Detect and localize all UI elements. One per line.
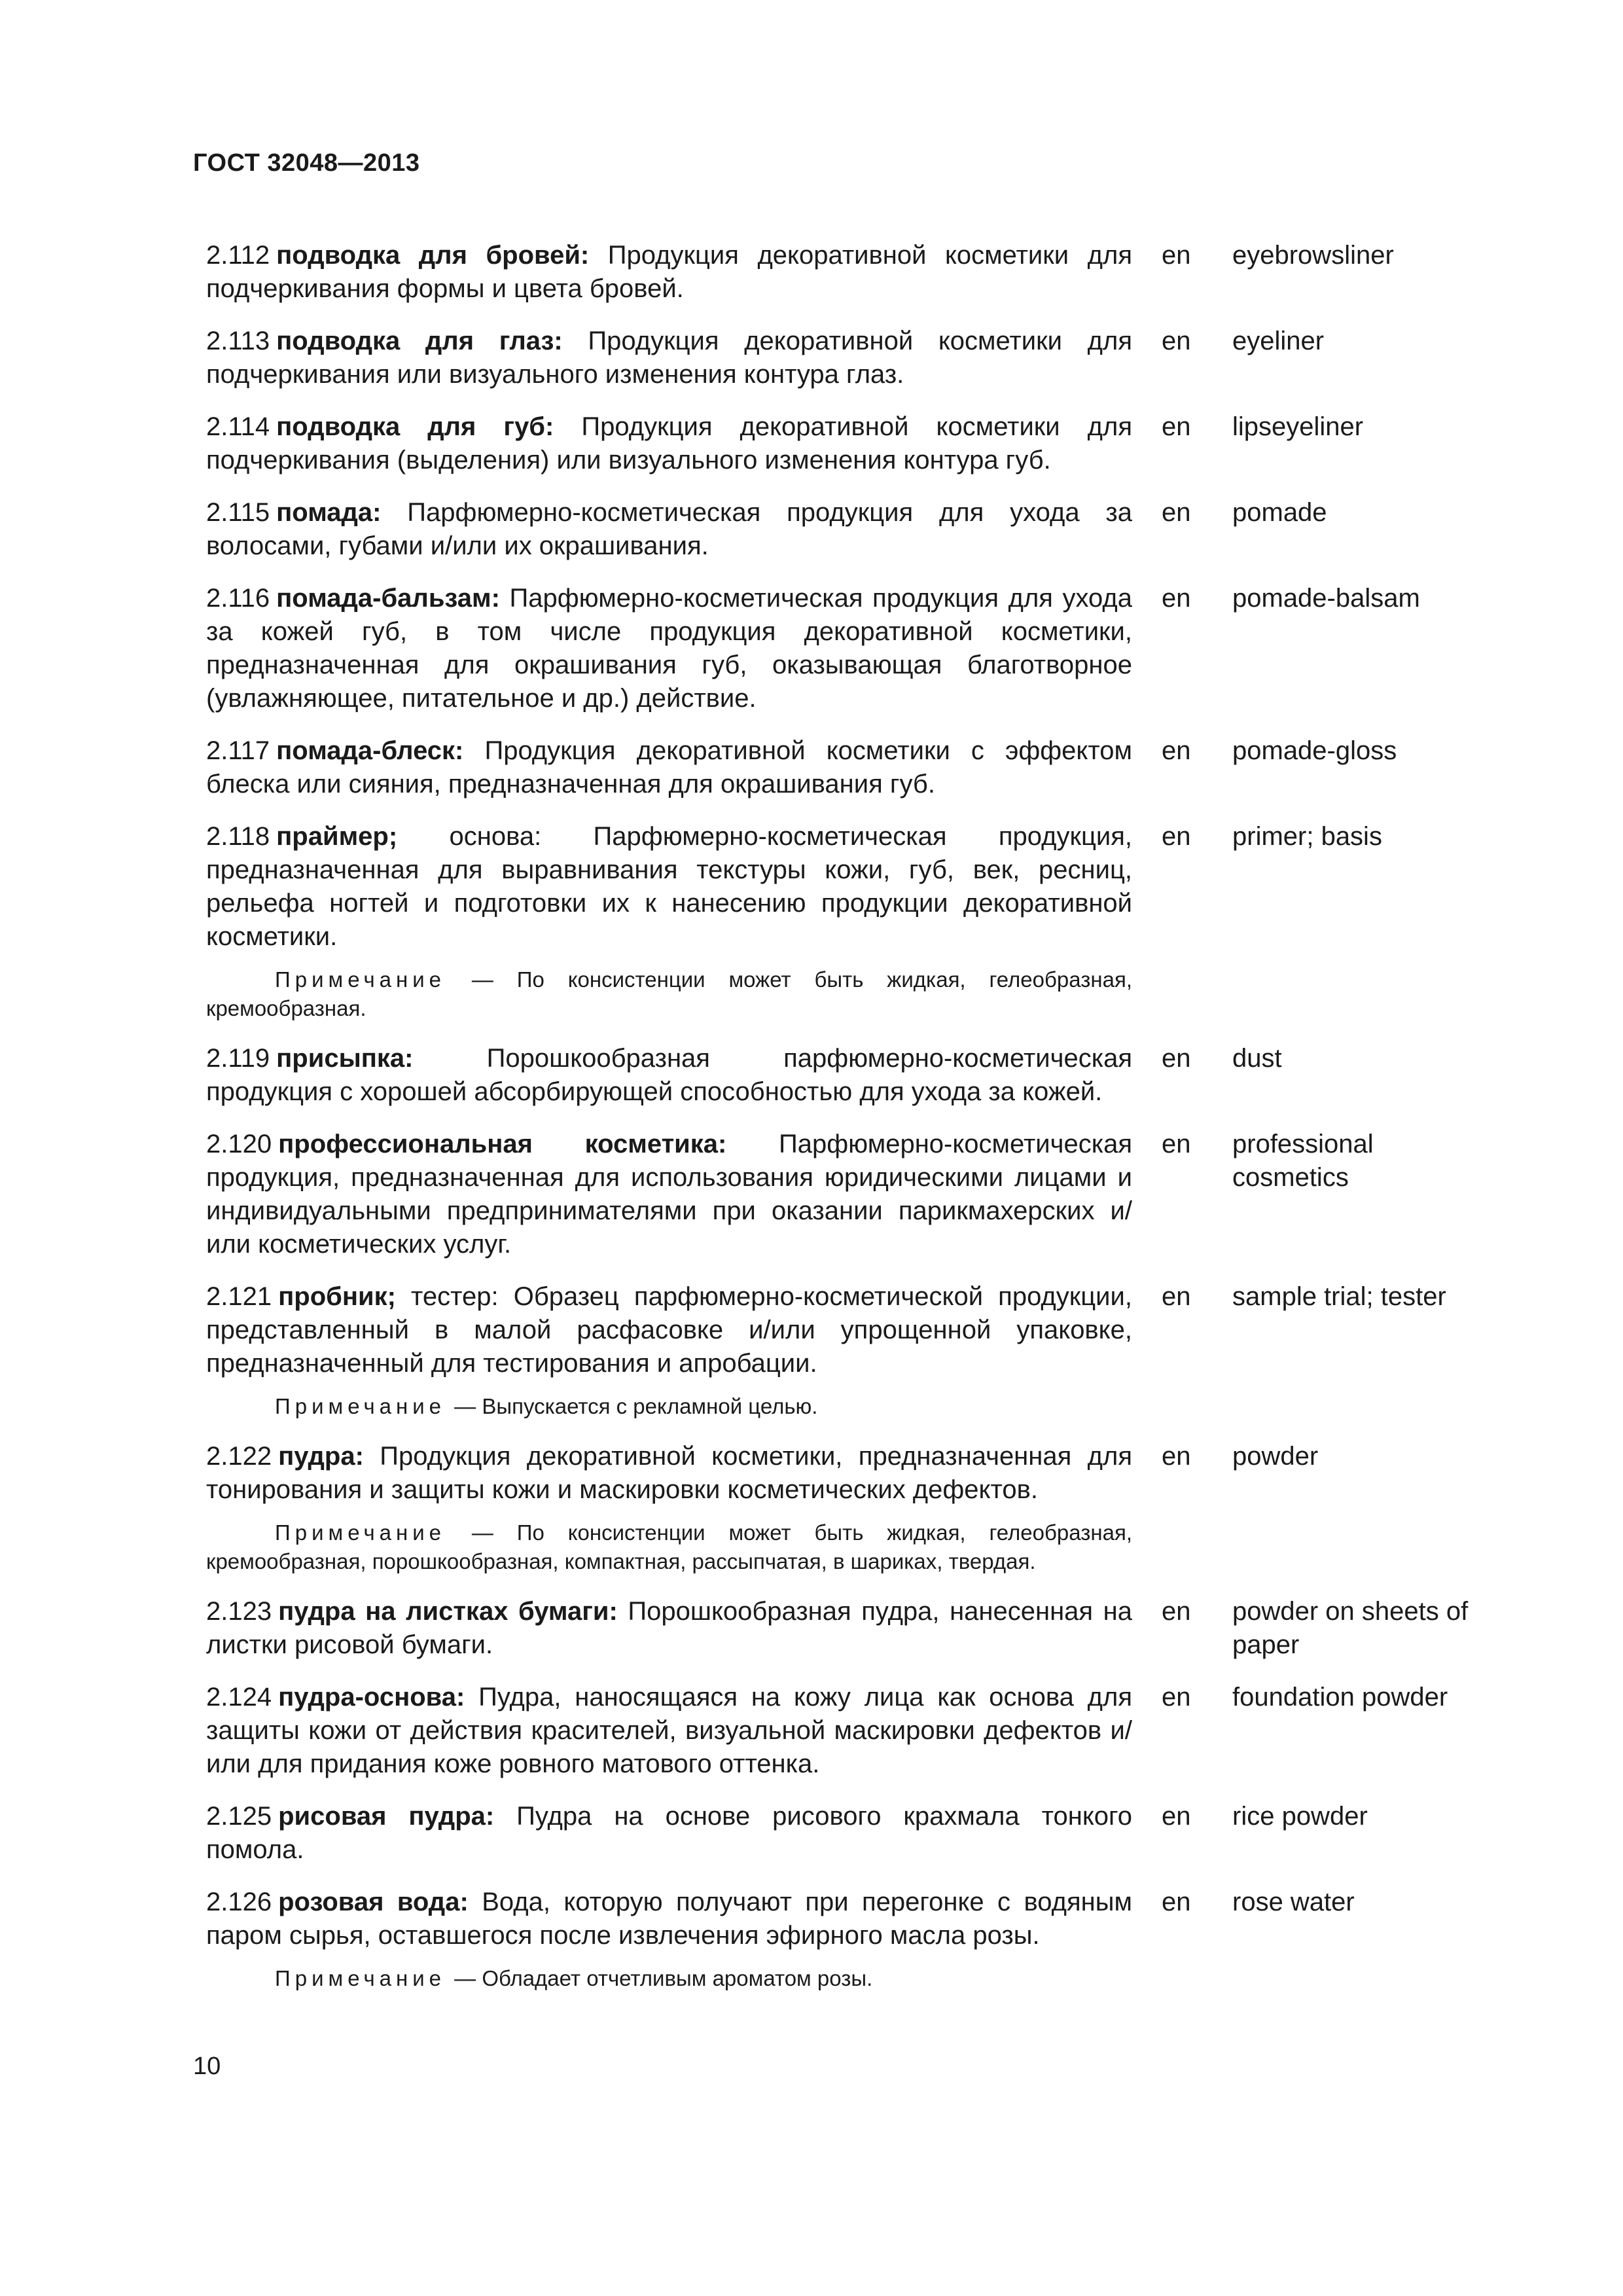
term-name: пудра на листках бумаги: [278, 1597, 618, 1626]
language-code: en [1162, 1597, 1191, 1626]
term-entry [206, 1800, 1482, 1867]
term-name: помада-бальзам: [276, 584, 500, 613]
note-dash: — [448, 1520, 517, 1545]
note-label: Примечание [275, 1394, 446, 1418]
term-name: подводка для губ: [276, 412, 554, 441]
term-entry [206, 410, 1482, 477]
term-entry [206, 325, 1482, 391]
term-definition: Парфюмерно-косметическая продукция для ухода за кожей губ, в том числе продукция декоративной косметики, предназначенная для окрашивания губ, оказывающая благотворное (увлажняющее, питательное и др.) действие. [206, 584, 1132, 713]
term-name: помада-блеск: [276, 736, 464, 765]
term-definition: Парфюмерно-косметическая продукция, предназначенная для использования юридическими лицами и индивидуальными предпринимателями при оказании парикмахерских и/или косметических услуг. [206, 1130, 1132, 1259]
term-entry-body [206, 1128, 1132, 1261]
term-name: присыпка: [276, 1044, 414, 1073]
term-entry [206, 1128, 1482, 1261]
term-name: подводка для бровей: [276, 241, 590, 270]
term-synonym: основа: [397, 822, 542, 851]
term-number: 2.112 [206, 241, 270, 270]
term-definition-paragraph [206, 239, 1132, 306]
language-code: en [1162, 1044, 1191, 1073]
term-entry [206, 1886, 1482, 1993]
english-equivalent: dust [1232, 1044, 1282, 1073]
term-number: 2.113 [206, 327, 270, 355]
language-code: en [1162, 241, 1191, 270]
term-number: 2.120 [206, 1130, 272, 1158]
english-equivalent: pomade [1232, 498, 1327, 527]
term-definition-paragraph [206, 410, 1132, 477]
note-label: Примечание [275, 1520, 446, 1545]
term-synonym: тестер: [395, 1282, 499, 1311]
term-entry-body [206, 734, 1132, 801]
term-definition-paragraph [206, 1440, 1132, 1507]
term-entries-list [206, 239, 1482, 2012]
term-name: праймер; [276, 822, 398, 851]
term-entry [206, 496, 1482, 563]
english-equivalent: rose water [1232, 1888, 1355, 1916]
language-code: en [1162, 412, 1191, 441]
term-number: 2.121 [206, 1282, 272, 1311]
term-entry [206, 1042, 1482, 1109]
term-entry-body [206, 1042, 1132, 1109]
term-entry [206, 239, 1482, 306]
term-name: пудра-основа: [278, 1683, 465, 1712]
english-equivalent: pomade-gloss [1232, 736, 1397, 765]
term-definition: Продукция декоративной косметики для подчеркивания или визуального изменения контура глаз. [206, 327, 1132, 389]
term-name: помада: [276, 498, 382, 527]
term-number: 2.119 [206, 1044, 270, 1073]
term-definition: Образец парфюмерно-косметической продукции, представленный в малой расфасовке и/или упрощенной упаковке, предназначенный для тестирования и апробации. [206, 1282, 1132, 1378]
term-entry-body [206, 325, 1132, 391]
language-code: en [1162, 327, 1191, 355]
term-number: 2.114 [206, 412, 270, 441]
term-number: 2.122 [206, 1442, 272, 1471]
term-note [206, 965, 1132, 1023]
term-number: 2.116 [206, 584, 270, 613]
term-entry-body [206, 496, 1132, 563]
term-definition-paragraph [206, 582, 1132, 715]
term-definition: Порошкообразная пудра, нанесенная на листки рисовой бумаги. [206, 1597, 1132, 1659]
term-entry-body [206, 1280, 1132, 1421]
term-number: 2.123 [206, 1597, 272, 1626]
note-label: Примечание [275, 1966, 446, 1990]
term-note [206, 1518, 1132, 1576]
term-name: подводка для глаз: [276, 327, 563, 355]
term-entry-body [206, 1681, 1132, 1781]
language-code: en [1162, 1802, 1191, 1831]
language-code: en [1162, 1683, 1191, 1712]
term-note [206, 1392, 1132, 1421]
english-equivalent: powder on sheets of paper [1232, 1597, 1469, 1659]
term-definition-paragraph [206, 1886, 1132, 1952]
page-number: 10 [193, 2053, 221, 2080]
term-entry-body [206, 1886, 1132, 1993]
term-name: пудра: [278, 1442, 364, 1471]
note-text: Обладает отчетливым ароматом розы. [482, 1966, 873, 1990]
english-equivalent: eyebrowsliner [1232, 241, 1394, 270]
language-code: en [1162, 736, 1191, 765]
language-code: en [1162, 1130, 1191, 1158]
term-definition: Пудра на основе рисового крахмала тонкого помола. [206, 1802, 1133, 1864]
term-entry-body [206, 582, 1132, 715]
term-name: пробник; [278, 1282, 396, 1311]
term-definition-paragraph [206, 1681, 1132, 1781]
term-name: розовая вода: [278, 1888, 469, 1916]
note-dash: — [448, 1966, 482, 1990]
term-entry [206, 1440, 1482, 1576]
term-number: 2.117 [206, 736, 270, 765]
language-code: en [1162, 822, 1191, 851]
note-dash: — [448, 967, 517, 992]
term-definition: Порошкообразная парфюмерно-косметическая продукция с хорошей абсорбирующей способностью для ухода за кожей. [206, 1044, 1132, 1106]
note-text: Выпускается с рекламной целью. [482, 1394, 818, 1418]
term-entry [206, 582, 1482, 715]
term-definition: Продукция декоративной косметики, предназначенная для тонирования и защиты кожи и маскировки косметических дефектов. [206, 1442, 1132, 1504]
language-code: en [1162, 584, 1191, 613]
term-entry-body [206, 1800, 1132, 1867]
term-entry [206, 1681, 1482, 1781]
note-dash: — [448, 1394, 482, 1418]
term-definition: Вода, которую получают при перегонке с водяным паром сырья, оставшегося после извлечения эфирного масла розы. [206, 1888, 1132, 1950]
term-entry-body [206, 410, 1132, 477]
term-definition: Продукция декоративной косметики для подчеркивания (выделения) или визуального изменения контура губ. [206, 412, 1132, 475]
english-equivalent: lipseyeliner [1232, 412, 1364, 441]
language-code: en [1162, 1442, 1191, 1471]
term-entry-body [206, 239, 1132, 306]
term-number: 2.115 [206, 498, 270, 527]
term-entry [206, 820, 1482, 1023]
english-equivalent: rice powder [1232, 1802, 1368, 1831]
term-definition: Парфюмерно-косметическая продукция, предназначенная для выравнивания текстуры кожи, губ, век, ресниц, рельефа ногтей и подготовки их к нанесению продукции декоративной косметики. [206, 822, 1132, 951]
standard-designation: ГОСТ 32048—2013 [193, 149, 420, 177]
term-definition-paragraph [206, 1280, 1132, 1380]
term-definition-paragraph [206, 734, 1132, 801]
term-definition-paragraph [206, 1042, 1132, 1109]
term-definition-paragraph [206, 1800, 1132, 1867]
term-definition: Продукция декоративной косметики для подчеркивания формы и цвета бровей. [206, 241, 1132, 303]
term-number: 2.118 [206, 822, 270, 851]
language-code: en [1162, 1888, 1191, 1916]
english-equivalent: pomade-balsam [1232, 584, 1420, 613]
term-definition: Пудра, наносящаяся на кожу лица как основа для защиты кожи от действия красителей, визуальной маскировки дефектов и/или для придания коже ровного матового оттенка. [206, 1683, 1132, 1778]
language-code: en [1162, 498, 1191, 527]
note-label: Примечание [275, 967, 446, 992]
term-name: профессиональная косметика: [278, 1130, 727, 1158]
term-definition-paragraph [206, 1128, 1132, 1261]
english-equivalent: foundation powder [1232, 1683, 1448, 1712]
note-text: По консистенции может быть жидкая, гелеобразная, кремообразная, порошкообразная, компактная, рассыпчатая, в шариках, твердая. [206, 1520, 1132, 1573]
term-entry-body [206, 820, 1132, 1023]
term-number: 2.126 [206, 1888, 272, 1916]
term-entry [206, 1595, 1482, 1662]
language-code: en [1162, 1282, 1191, 1311]
term-definition-paragraph [206, 496, 1132, 563]
term-entry [206, 1280, 1482, 1421]
term-definition: Парфюмерно-косметическая продукция для ухода за волосами, губами и/или их окрашивания. [206, 498, 1132, 560]
term-number: 2.125 [206, 1802, 272, 1831]
english-equivalent: professional cosmetics [1232, 1130, 1374, 1192]
term-definition: Продукция декоративной косметики с эффектом блеска или сияния, предназначенная для окрашивания губ. [206, 736, 1132, 798]
term-note [206, 1964, 1132, 1993]
term-definition-paragraph [206, 1595, 1132, 1662]
term-entry-body [206, 1440, 1132, 1576]
term-definition-paragraph [206, 325, 1132, 391]
english-equivalent: sample trial; tester [1232, 1282, 1446, 1311]
term-entry-body [206, 1595, 1132, 1662]
term-name: рисовая пудра: [278, 1802, 495, 1831]
term-number: 2.124 [206, 1683, 272, 1712]
term-entry [206, 734, 1482, 801]
english-equivalent: eyeliner [1232, 327, 1325, 355]
note-text: По консистенции может быть жидкая, гелеобразная, кремообразная. [206, 967, 1132, 1020]
english-equivalent: primer; basis [1232, 822, 1382, 851]
term-definition-paragraph [206, 820, 1132, 954]
english-equivalent: powder [1232, 1442, 1319, 1471]
